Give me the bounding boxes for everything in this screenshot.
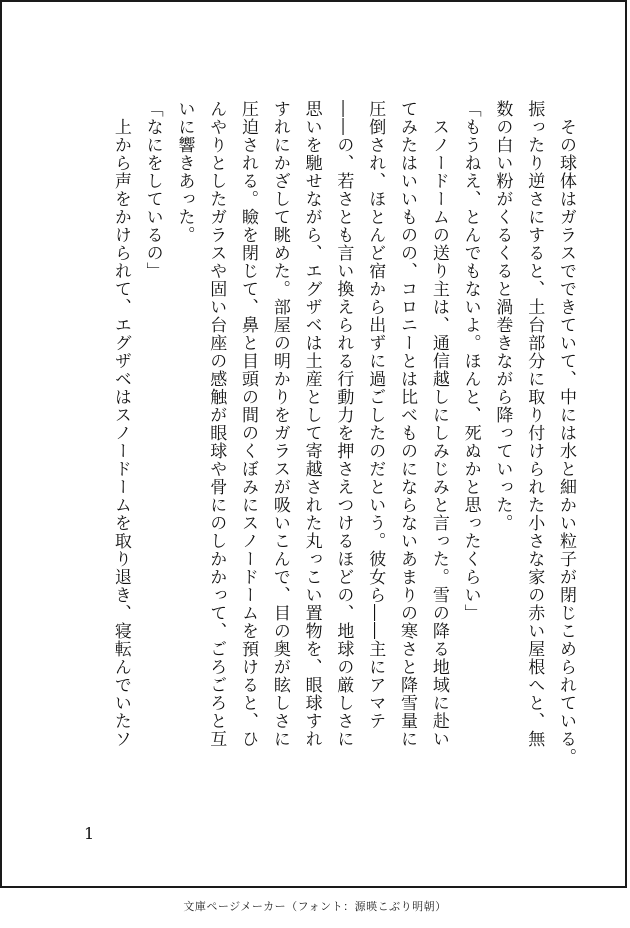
- text-line: 圧倒され、ほとんど宿から出ずに過ごしたのだという。彼女ら――主にアマテ: [365, 100, 386, 730]
- text-line: 振ったり逆さにすると、土台部分に取り付けられた小さな家の赤い屋根へと、無: [524, 100, 545, 748]
- text-line: ――の、若さとも言い換えられる行動力を押さえつけるほどの、地球の厳しさに: [333, 100, 354, 748]
- page-number: 1: [84, 824, 95, 843]
- text-line: 「もうねえ、とんでもないよ。ほんと、死ぬかと思ったくらい」: [460, 100, 481, 622]
- text-line: スノードームの送り主は、通信越しにしみじみと言った。雪の降る地域に赴い: [428, 100, 449, 748]
- novel-body-text: [104, 100, 581, 840]
- text-line: 数の白い粉がくるくると渦巻きながら降っていった。: [492, 100, 513, 532]
- footer-credit: 文庫ページメーカー（フォント：源暎こぶり明朝）: [183, 900, 447, 913]
- text-line: てみたはいいものの、コロニーとは比べものにならないあまりの寒さと降雪量に: [397, 100, 418, 748]
- text-line: いに響きあった。: [174, 100, 195, 244]
- text-line: 上から声をかけられて、エグザベはスノードームを取り退き、寝転んでいたソ: [110, 100, 131, 748]
- text-line: 「なにをしているの」: [142, 100, 163, 280]
- text-line: その球体はガラスでできていて、中には水と細かい粒子が閉じこめられている。: [556, 100, 576, 766]
- text-line: すれにかざして眺めた。部屋の明かりをガラスが吸いこんで、目の奥が眩しさに: [269, 100, 290, 748]
- text-line: 圧迫される。瞼を閉じて、鼻と目頭の間のくぼみにスノードームを預けると、ひ: [238, 100, 259, 748]
- text-line: んやりとしたガラスや固い台座の感触が眼球や骨にのしかかって、ごろごろと互: [206, 100, 227, 748]
- text-line: 思いを馳せながら、エグザベは土産として寄越された丸っこい置物を、眼球すれ: [301, 100, 322, 748]
